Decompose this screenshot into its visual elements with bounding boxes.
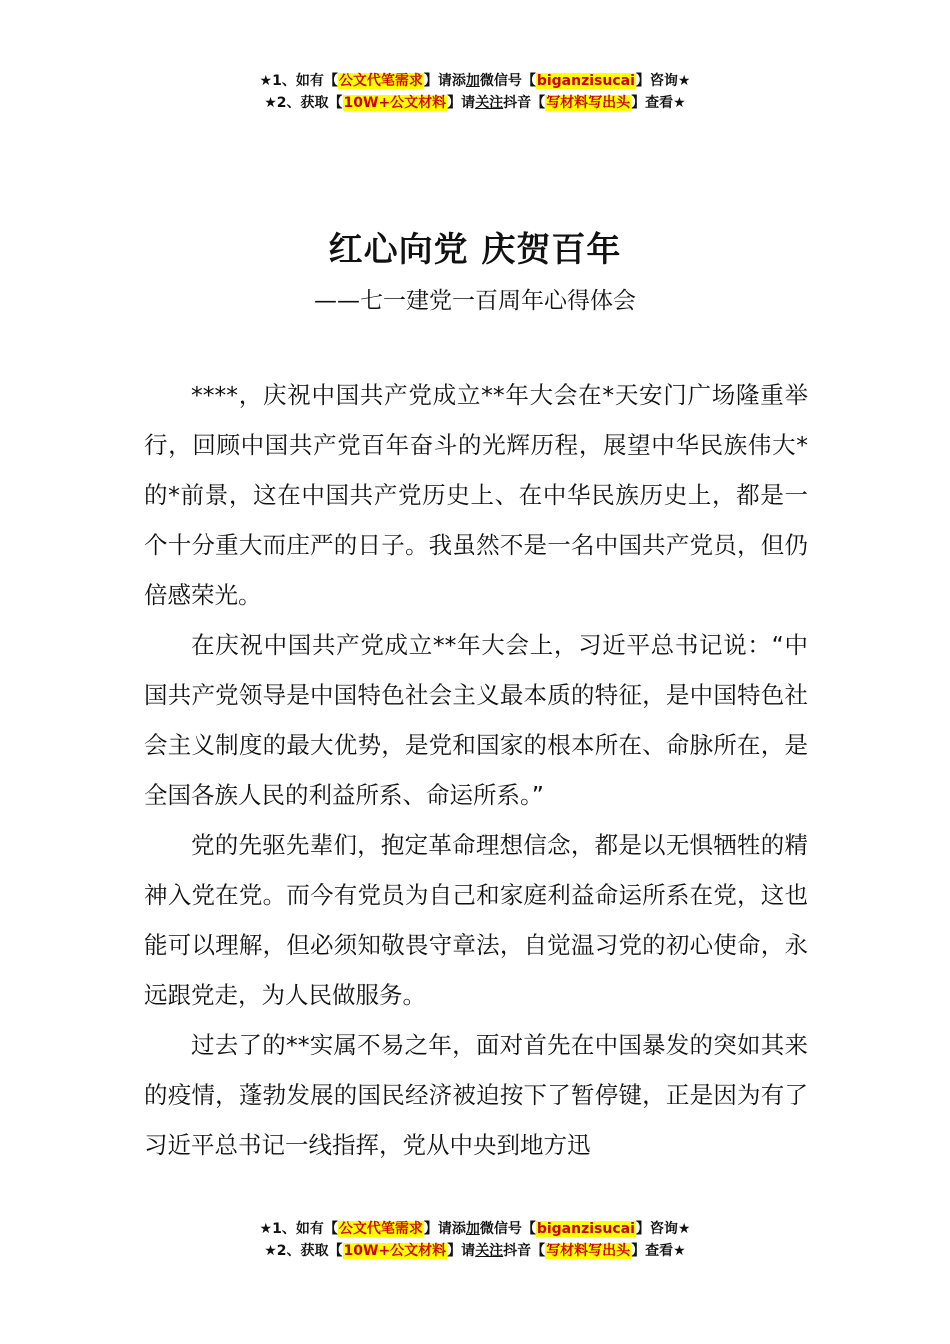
banner-text: ★2、获取【 bbox=[264, 95, 343, 111]
banner-text: 微信号【 bbox=[479, 73, 536, 89]
banner-highlight: 10W+公文材料 bbox=[343, 1243, 447, 1259]
banner-line-2 bbox=[0, 1240, 950, 1262]
paragraph: ****，庆祝中国共产党成立**年大会在*天安门广场隆重举行，回顾中国共产党百年奋斗的光辉历程，展望中华民族伟大*的*前景，这在中国共产党历史上、在中华民族历史上，都是一个十分重大而庄严的日子。我虽然不是一名中国共产党员，但仍倍感荣光。 bbox=[144, 381, 808, 609]
banner-text: 】请 bbox=[447, 95, 476, 111]
banner-line-1 bbox=[0, 70, 950, 92]
paragraph: 过去了的**实属不易之年，面对首先在中国暴发的突如其来的疫情，蓬勃发展的国民经济被迫按下了暂停键，正是因为有了习近平总书记一线指挥，党从中央到地方迅 bbox=[144, 1031, 808, 1159]
document-subtitle: ——七一建党一百周年心得体会 bbox=[314, 288, 636, 314]
banner-text: 】咨询★ bbox=[635, 1221, 691, 1237]
banner-highlight: 写材料写出头 bbox=[546, 95, 631, 111]
banner-text: 】请 bbox=[447, 1243, 476, 1259]
banner-highlight: biganzisucai bbox=[536, 73, 635, 89]
banner-text: 】请添 bbox=[423, 73, 466, 89]
banner-highlight: 10W+公文材料 bbox=[343, 95, 447, 111]
paragraph: 党的先驱先辈们，抱定革命理想信念，都是以无惧牺牲的精神入党在党。而今有党员为自己和家庭利益命运所系在党，这也能可以理解，但必须知敬畏守章法，自觉温习党的初心使命，永远跟党走，为人民做服务。 bbox=[144, 831, 808, 1009]
banner-text: 】咨询★ bbox=[635, 73, 691, 89]
banner-line-1 bbox=[0, 1218, 950, 1240]
banner-text: 】请添 bbox=[423, 1221, 466, 1237]
paragraph: 在庆祝中国共产党成立**年大会上，习近平总书记说：“中国共产党领导是中国特色社会主义最本质的特征，是中国特色社会主义制度的最大优势，是党和国家的根本所在、命脉所在，是全国各族人民的利益所系、命运所系。” bbox=[144, 631, 808, 809]
banner-line-2 bbox=[0, 92, 950, 114]
banner-text: 抖音【 bbox=[503, 1243, 546, 1259]
footer-banner bbox=[0, 1218, 950, 1262]
document-body bbox=[144, 370, 808, 1170]
banner-underlined: 加 bbox=[465, 1221, 480, 1237]
banner-highlight: 写材料写出头 bbox=[546, 1243, 631, 1259]
banner-highlight: biganzisucai bbox=[536, 1221, 635, 1237]
banner-text: ★2、获取【 bbox=[264, 1243, 343, 1259]
banner-text: 微信号【 bbox=[479, 1221, 536, 1237]
banner-text: 抖音【 bbox=[503, 95, 546, 111]
banner-underlined: 关注 bbox=[475, 1243, 504, 1259]
banner-highlight: 公文代笔需求 bbox=[338, 1221, 423, 1237]
banner-text: 】查看★ bbox=[631, 95, 686, 111]
banner-text: ★1、如有【 bbox=[259, 73, 338, 89]
banner-text: 】查看★ bbox=[631, 1243, 686, 1259]
header-banner bbox=[0, 70, 950, 114]
banner-underlined: 加 bbox=[465, 73, 480, 89]
banner-underlined: 关注 bbox=[475, 95, 504, 111]
banner-highlight: 公文代笔需求 bbox=[338, 73, 423, 89]
banner-text: ★1、如有【 bbox=[259, 1221, 338, 1237]
document-title: 红心向党 庆贺百年 bbox=[328, 230, 622, 270]
